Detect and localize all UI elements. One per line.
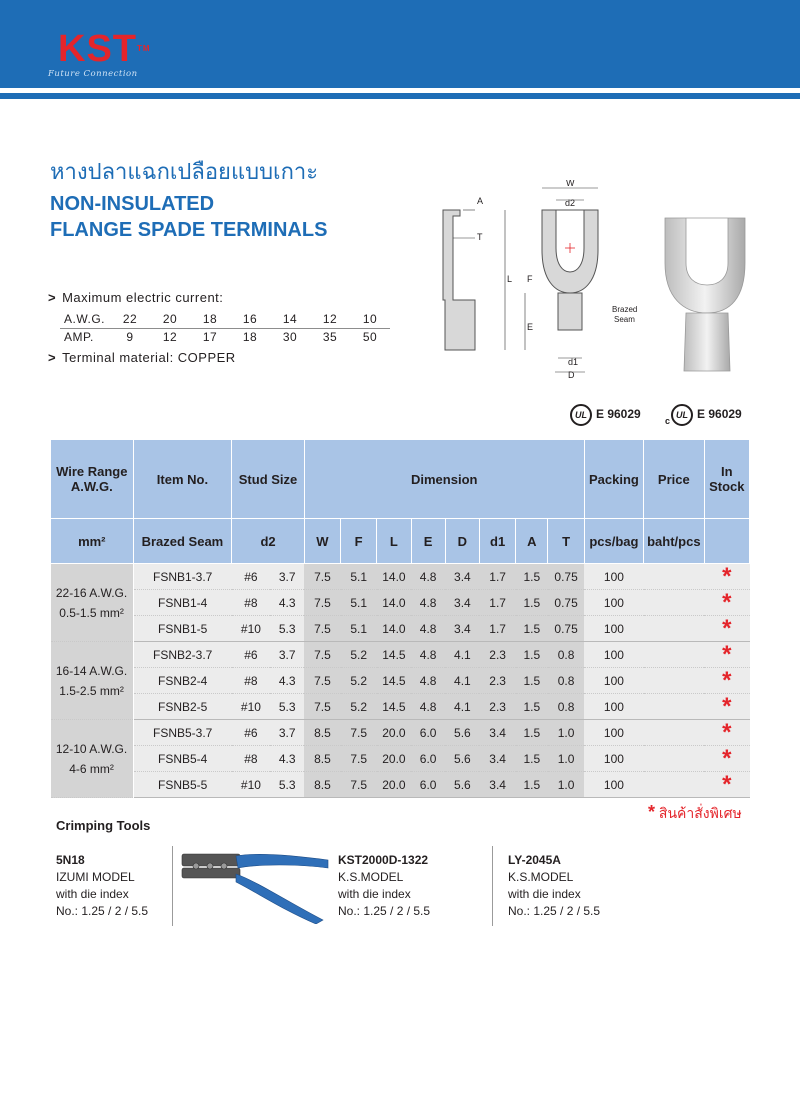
cell-a: 1.5 bbox=[516, 772, 548, 798]
cell-item: FSNB1-3.7 bbox=[133, 564, 232, 590]
cell-d1: 1.7 bbox=[479, 590, 515, 616]
cell-stud: #10 bbox=[232, 616, 270, 642]
cell-a: 1.5 bbox=[516, 590, 548, 616]
cell-l: 14.5 bbox=[377, 668, 411, 694]
title-thai: หางปลาแฉกเปลือยแบบเกาะ bbox=[50, 159, 319, 184]
page-header bbox=[0, 0, 800, 88]
subheader-e: E bbox=[411, 519, 445, 564]
cell-d2: 4.3 bbox=[270, 668, 304, 694]
tool-die-no: No.: 1.25 / 2 / 5.5 bbox=[56, 904, 149, 918]
cell-t: 0.8 bbox=[548, 642, 584, 668]
table-row bbox=[51, 564, 750, 590]
cell-l: 20.0 bbox=[377, 772, 411, 798]
subheader-f: F bbox=[341, 519, 377, 564]
cell-w: 8.5 bbox=[304, 720, 340, 746]
cell-l: 14.0 bbox=[377, 616, 411, 642]
crimping-tool-1 bbox=[56, 852, 148, 920]
cell-d: 3.4 bbox=[445, 590, 479, 616]
cell-w: 8.5 bbox=[304, 746, 340, 772]
crimping-tools-title: Crimping Tools bbox=[56, 818, 151, 833]
cell-price bbox=[644, 746, 704, 772]
in-stock-star-icon: * bbox=[704, 590, 749, 616]
tool-die: with die index bbox=[508, 887, 581, 901]
cell-w: 7.5 bbox=[304, 668, 340, 694]
cell-l: 14.5 bbox=[377, 642, 411, 668]
amp-row bbox=[60, 328, 390, 346]
cell-price bbox=[644, 668, 704, 694]
cell-item: FSNB2-4 bbox=[133, 668, 232, 694]
cell-d: 5.6 bbox=[445, 720, 479, 746]
table-row bbox=[51, 642, 750, 668]
brazed-label: Brazed bbox=[612, 305, 638, 314]
cell-pack: 100 bbox=[584, 772, 643, 798]
cell-f: 5.1 bbox=[341, 616, 377, 642]
terminal-technical-drawing bbox=[415, 180, 645, 380]
cell-d1: 2.3 bbox=[479, 642, 515, 668]
table-row bbox=[51, 720, 750, 746]
ul-icon: UL bbox=[570, 404, 592, 426]
cell-stud: #8 bbox=[232, 746, 270, 772]
cell-pack: 100 bbox=[584, 746, 643, 772]
cell-d1: 1.7 bbox=[479, 564, 515, 590]
amp-cell: 35 bbox=[322, 330, 338, 345]
amp-cell: 12 bbox=[162, 330, 178, 345]
arrow-icon: > bbox=[48, 350, 57, 365]
dim-label-e: E bbox=[527, 322, 534, 332]
barrel-shape bbox=[558, 293, 582, 330]
awg-cell: 18 bbox=[190, 310, 230, 328]
subheader-d: D bbox=[445, 519, 479, 564]
title-english-line2: FLANGE SPADE TERMINALS bbox=[50, 219, 328, 241]
awg-cell: 14 bbox=[270, 310, 310, 328]
cell-a: 1.5 bbox=[516, 616, 548, 642]
cell-price bbox=[644, 772, 704, 798]
cell-l: 20.0 bbox=[377, 720, 411, 746]
amp-table bbox=[60, 310, 390, 346]
seam-label: Seam bbox=[614, 315, 635, 324]
cell-f: 5.2 bbox=[341, 668, 377, 694]
divider bbox=[172, 846, 173, 926]
cell-e: 6.0 bbox=[411, 746, 445, 772]
cell-price bbox=[644, 564, 704, 590]
subheader-mm2: mm² bbox=[51, 519, 134, 564]
cell-stud: #6 bbox=[232, 564, 270, 590]
cell-d1: 3.4 bbox=[479, 772, 515, 798]
amp-cell: 50 bbox=[362, 330, 378, 345]
divider bbox=[492, 846, 493, 926]
cell-stud: #8 bbox=[232, 590, 270, 616]
cell-stud: #10 bbox=[232, 694, 270, 720]
cell-f: 7.5 bbox=[341, 746, 377, 772]
cell-d2: 5.3 bbox=[270, 772, 304, 798]
in-stock-star-icon: * bbox=[704, 564, 749, 590]
tool-die: with die index bbox=[338, 887, 411, 901]
kst-logo: KST™ bbox=[58, 28, 151, 70]
cell-w: 7.5 bbox=[304, 642, 340, 668]
amp-cell: 9 bbox=[126, 330, 134, 345]
cell-item: FSNB2-3.7 bbox=[133, 642, 232, 668]
cell-pack: 100 bbox=[584, 694, 643, 720]
cell-pack: 100 bbox=[584, 590, 643, 616]
cell-t: 0.8 bbox=[548, 668, 584, 694]
header-item-no: Item No. bbox=[133, 440, 232, 519]
crimping-tool-2 bbox=[338, 852, 430, 920]
crimping-tool-3 bbox=[508, 852, 600, 920]
cell-item: FSNB5-5 bbox=[133, 772, 232, 798]
cell-item: FSNB1-4 bbox=[133, 590, 232, 616]
cell-d2: 4.3 bbox=[270, 746, 304, 772]
cell-t: 1.0 bbox=[548, 746, 584, 772]
cell-d2: 4.3 bbox=[270, 590, 304, 616]
cell-d1: 2.3 bbox=[479, 668, 515, 694]
cell-f: 7.5 bbox=[341, 772, 377, 798]
dim-label-d2: d2 bbox=[565, 198, 576, 208]
table-body bbox=[51, 564, 750, 798]
dim-label-d1: d1 bbox=[568, 357, 579, 367]
tool-name: KST2000D-1322 bbox=[338, 853, 429, 867]
cell-d2: 3.7 bbox=[270, 720, 304, 746]
cell-a: 1.5 bbox=[516, 694, 548, 720]
cell-e: 4.8 bbox=[411, 616, 445, 642]
cell-d1: 3.4 bbox=[479, 720, 515, 746]
table-row bbox=[51, 590, 750, 616]
cell-item: FSNB5-4 bbox=[133, 746, 232, 772]
subheader-t: T bbox=[548, 519, 584, 564]
header-packing: Packing bbox=[584, 440, 643, 519]
cell-d: 4.1 bbox=[445, 642, 479, 668]
cell-e: 4.8 bbox=[411, 694, 445, 720]
header-stud-size: Stud Size bbox=[232, 440, 305, 519]
table-row bbox=[51, 694, 750, 720]
cell-a: 1.5 bbox=[516, 720, 548, 746]
table-row bbox=[51, 668, 750, 694]
tool-model: K.S.MODEL bbox=[338, 870, 404, 884]
cell-f: 5.1 bbox=[341, 564, 377, 590]
cell-stud: #6 bbox=[232, 642, 270, 668]
tool-model: IZUMI MODEL bbox=[56, 870, 135, 884]
cell-d: 4.1 bbox=[445, 694, 479, 720]
arrow-icon: > bbox=[48, 290, 57, 305]
in-stock-star-icon: * bbox=[704, 720, 749, 746]
cell-stud: #10 bbox=[232, 772, 270, 798]
header-stripe bbox=[0, 93, 800, 99]
amp-cell: 17 bbox=[202, 330, 218, 345]
subheader-brazed-seam: Brazed Seam bbox=[133, 519, 232, 564]
cell-t: 0.75 bbox=[548, 616, 584, 642]
amp-cell: 30 bbox=[282, 330, 298, 345]
dim-label-t: T bbox=[477, 232, 483, 242]
dim-label-a: A bbox=[477, 196, 484, 206]
awg-cell: 16 bbox=[230, 310, 270, 328]
cell-l: 14.0 bbox=[377, 590, 411, 616]
cell-a: 1.5 bbox=[516, 746, 548, 772]
tool-name: 5N18 bbox=[56, 853, 85, 867]
amp-cell: 18 bbox=[242, 330, 258, 345]
table-row bbox=[51, 746, 750, 772]
subheader-price-unit: baht/pcs bbox=[644, 519, 704, 564]
cell-d1: 1.7 bbox=[479, 616, 515, 642]
cell-d1: 2.3 bbox=[479, 694, 515, 720]
cell-d2: 5.3 bbox=[270, 694, 304, 720]
wire-range-cell: 12-10 A.W.G. 4-6 mm² bbox=[51, 720, 134, 798]
crimping-plier-image bbox=[178, 842, 333, 924]
cell-pack: 100 bbox=[584, 642, 643, 668]
cell-w: 7.5 bbox=[304, 590, 340, 616]
in-stock-star-icon: * bbox=[704, 668, 749, 694]
cell-d1: 3.4 bbox=[479, 746, 515, 772]
cell-e: 6.0 bbox=[411, 772, 445, 798]
awg-label: A.W.G. bbox=[60, 310, 110, 328]
cell-price bbox=[644, 720, 704, 746]
header-price: Price bbox=[644, 440, 704, 519]
cell-price bbox=[644, 694, 704, 720]
table-subheader-row bbox=[51, 519, 750, 564]
special-order-note: * สินค้าสั่งพิเศษ bbox=[648, 802, 742, 822]
subheader-stock bbox=[704, 519, 749, 564]
subheader-d1: d1 bbox=[479, 519, 515, 564]
cell-a: 1.5 bbox=[516, 642, 548, 668]
cell-pack: 100 bbox=[584, 668, 643, 694]
cell-stud: #6 bbox=[232, 720, 270, 746]
cell-f: 5.1 bbox=[341, 590, 377, 616]
subheader-l: L bbox=[377, 519, 411, 564]
cell-d: 5.6 bbox=[445, 746, 479, 772]
in-stock-star-icon: * bbox=[704, 772, 749, 798]
awg-cell: 10 bbox=[350, 310, 390, 328]
dim-label-f: F bbox=[527, 274, 533, 284]
product-table bbox=[50, 439, 750, 798]
current-spec-label: > Maximum electric current: bbox=[48, 290, 224, 305]
dim-label-d: D bbox=[568, 370, 575, 380]
cell-pack: 100 bbox=[584, 616, 643, 642]
wire-range-cell: 16-14 A.W.G. 1.5-2.5 mm² bbox=[51, 642, 134, 720]
ul-icon: UL bbox=[671, 404, 693, 426]
wire-range-cell: 22-16 A.W.G. 0.5-1.5 mm² bbox=[51, 564, 134, 642]
cell-d: 3.4 bbox=[445, 564, 479, 590]
cell-e: 4.8 bbox=[411, 668, 445, 694]
ul-certification: UL E 96029 bbox=[570, 404, 641, 426]
subheader-a: A bbox=[516, 519, 548, 564]
cell-price bbox=[644, 642, 704, 668]
tool-die-no: No.: 1.25 / 2 / 5.5 bbox=[508, 904, 601, 918]
tool-name: LY-2045A bbox=[508, 853, 561, 867]
cell-w: 7.5 bbox=[304, 616, 340, 642]
subheader-d2: d2 bbox=[232, 519, 305, 564]
cell-t: 0.75 bbox=[548, 590, 584, 616]
cell-e: 4.8 bbox=[411, 590, 445, 616]
cell-l: 14.0 bbox=[377, 564, 411, 590]
cell-w: 8.5 bbox=[304, 772, 340, 798]
tool-die: with die index bbox=[56, 887, 129, 901]
cell-price bbox=[644, 616, 704, 642]
cell-t: 1.0 bbox=[548, 772, 584, 798]
awg-row bbox=[60, 310, 390, 328]
subheader-packing-unit: pcs/bag bbox=[584, 519, 643, 564]
in-stock-star-icon: * bbox=[704, 616, 749, 642]
header-wire-range: Wire Range A.W.G. bbox=[51, 440, 134, 519]
cell-e: 6.0 bbox=[411, 720, 445, 746]
cell-w: 7.5 bbox=[304, 694, 340, 720]
table-row bbox=[51, 772, 750, 798]
awg-cell: 12 bbox=[310, 310, 350, 328]
cell-f: 5.2 bbox=[341, 642, 377, 668]
awg-cell: 20 bbox=[150, 310, 190, 328]
cell-t: 1.0 bbox=[548, 720, 584, 746]
table-row bbox=[51, 616, 750, 642]
table-header-row bbox=[51, 440, 750, 519]
cell-d: 3.4 bbox=[445, 616, 479, 642]
cell-item: FSNB2-5 bbox=[133, 694, 232, 720]
dim-label-w: W bbox=[566, 180, 575, 188]
header-dimension: Dimension bbox=[304, 440, 584, 519]
cell-l: 20.0 bbox=[377, 746, 411, 772]
tool-die-no: No.: 1.25 / 2 / 5.5 bbox=[338, 904, 431, 918]
in-stock-star-icon: * bbox=[704, 642, 749, 668]
cell-t: 0.75 bbox=[548, 564, 584, 590]
material-spec-label: > Terminal material: COPPER bbox=[48, 350, 236, 365]
cell-a: 1.5 bbox=[516, 668, 548, 694]
cell-l: 14.5 bbox=[377, 694, 411, 720]
in-stock-star-icon: * bbox=[704, 746, 749, 772]
cell-a: 1.5 bbox=[516, 564, 548, 590]
cell-item: FSNB5-3.7 bbox=[133, 720, 232, 746]
cell-f: 5.2 bbox=[341, 694, 377, 720]
cell-e: 4.8 bbox=[411, 642, 445, 668]
cell-d2: 3.7 bbox=[270, 564, 304, 590]
cell-d: 5.6 bbox=[445, 772, 479, 798]
in-stock-star-icon: * bbox=[704, 694, 749, 720]
title-english-line1: NON-INSULATED bbox=[50, 193, 215, 215]
cell-d2: 5.3 bbox=[270, 616, 304, 642]
cell-w: 7.5 bbox=[304, 564, 340, 590]
awg-cell: 22 bbox=[110, 310, 150, 328]
tool-model: K.S.MODEL bbox=[508, 870, 574, 884]
cell-item: FSNB1-5 bbox=[133, 616, 232, 642]
cell-f: 7.5 bbox=[341, 720, 377, 746]
amp-label: AMP. bbox=[64, 330, 94, 345]
dim-label-l: L bbox=[507, 274, 513, 284]
cell-pack: 100 bbox=[584, 720, 643, 746]
cell-price bbox=[644, 590, 704, 616]
cul-certification: cUL E 96029 bbox=[665, 404, 742, 426]
terminal-product-photo bbox=[660, 213, 755, 373]
header-in-stock: In Stock bbox=[704, 440, 749, 519]
star-icon: * bbox=[648, 802, 656, 822]
cell-pack: 100 bbox=[584, 564, 643, 590]
tagline: Future Connection bbox=[48, 69, 138, 79]
cell-d2: 3.7 bbox=[270, 642, 304, 668]
cell-t: 0.8 bbox=[548, 694, 584, 720]
subheader-w: W bbox=[304, 519, 340, 564]
side-view-shape bbox=[443, 210, 475, 350]
cell-e: 4.8 bbox=[411, 564, 445, 590]
cell-stud: #8 bbox=[232, 668, 270, 694]
cell-d: 4.1 bbox=[445, 668, 479, 694]
